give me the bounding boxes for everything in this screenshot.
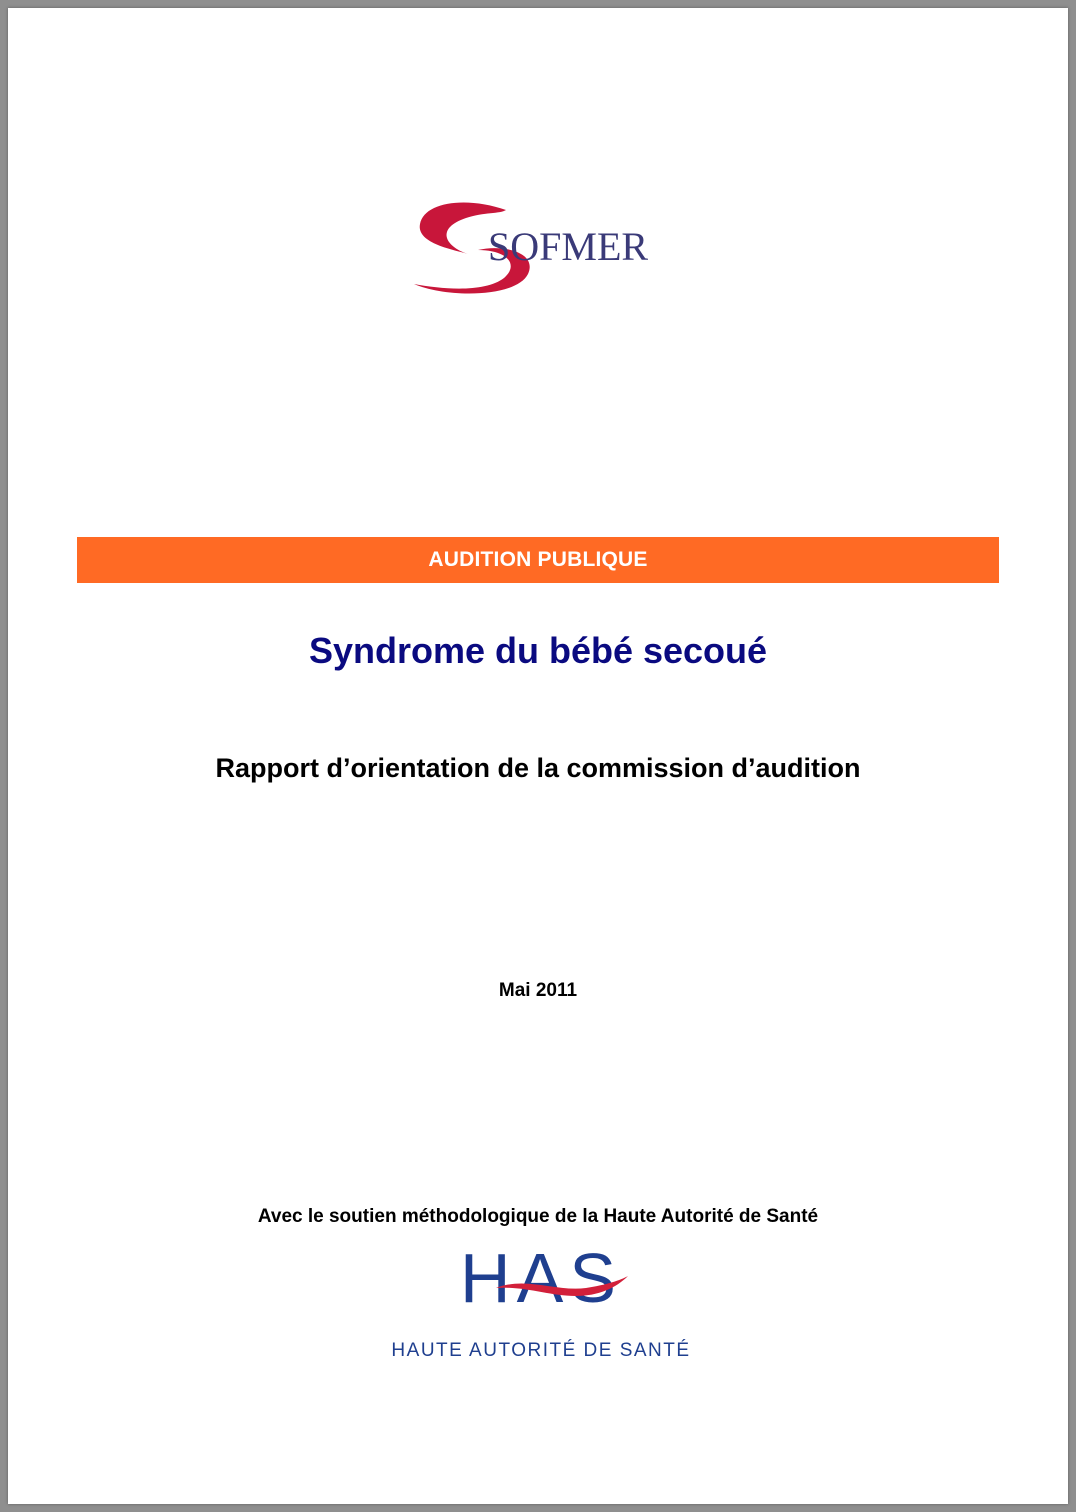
has-acronym: HAS <box>460 1239 622 1317</box>
document-title: Syndrome du bébé secoué <box>308 630 768 671</box>
document-subtitle: Rapport d’orientation de la commission d’audition <box>215 753 861 783</box>
banner-label: AUDITION PUBLIQUE <box>428 548 648 571</box>
publication-date: Mai 2011 <box>498 980 578 1001</box>
audition-banner <box>77 537 999 583</box>
document-page <box>8 8 1068 1504</box>
has-logo <box>376 1236 706 1364</box>
sofmer-wordmark: SOFMER <box>488 224 649 269</box>
support-statement: Avec le soutien méthodologique de la Haute Autorité de Santé <box>257 1206 819 1227</box>
sofmer-logo <box>406 194 670 306</box>
has-full-name: HAUTE AUTORITÉ DE SANTÉ <box>391 1340 691 1361</box>
